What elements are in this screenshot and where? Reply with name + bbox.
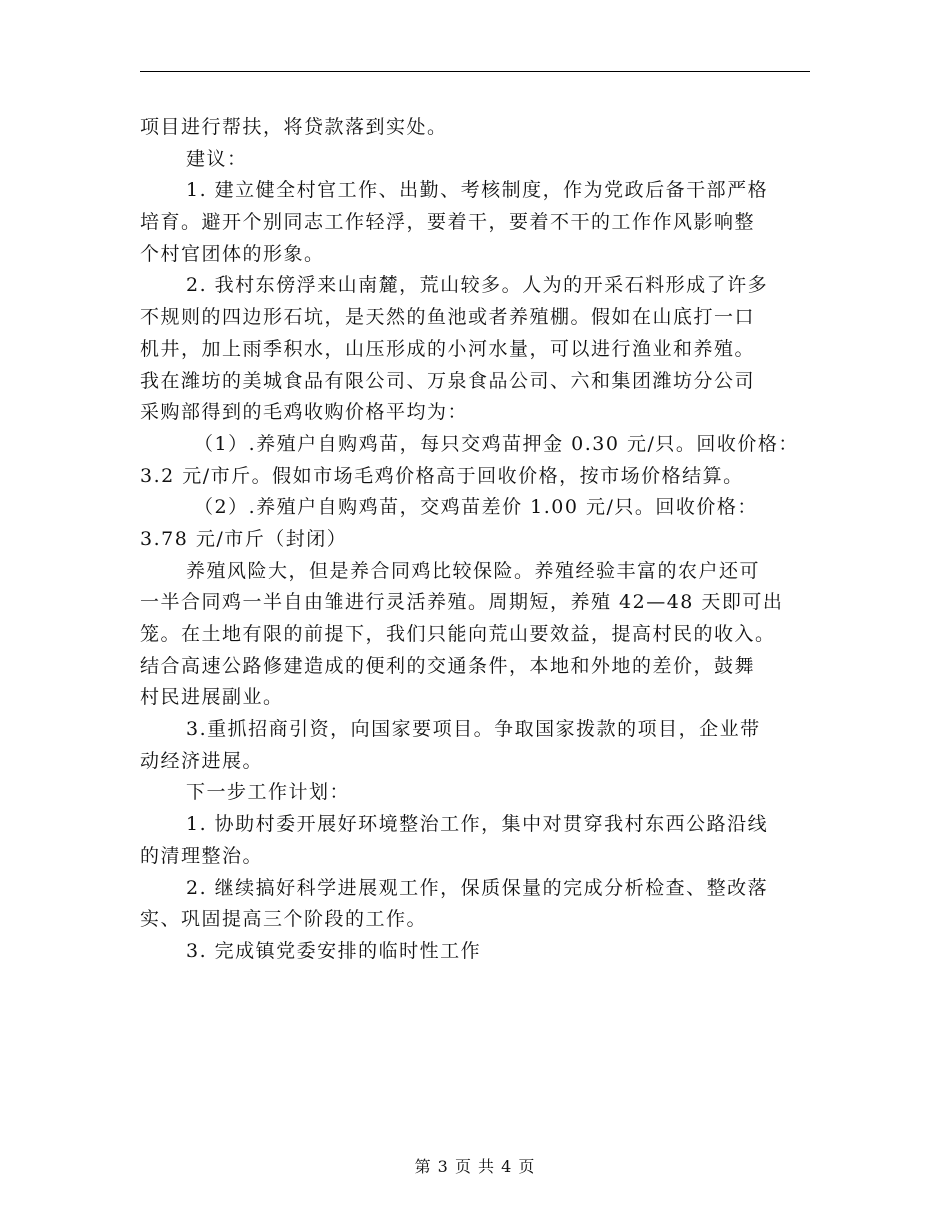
text-line: 采购部得到的毛鸡收购价格平均为： xyxy=(140,401,469,424)
text-line: 2. 我村东傍浮来山南麓，荒山较多。人为的开采石料形成了许多 xyxy=(186,274,769,297)
text-line: 我在潍坊的美城食品有限公司、万泉食品公司、六和集团潍坊分公司 xyxy=(140,369,756,392)
text-line: 村民进展副业。 xyxy=(140,686,284,709)
text-line: 动经济进展。 xyxy=(140,749,264,772)
text-line: 机井，加上雨季积水，山压形成的小河水量，可以进行渔业和养殖。 xyxy=(140,337,756,360)
text-line: 3. 完成镇党委安排的临时性工作 xyxy=(186,939,482,962)
text-line: 3.重抓招商引资，向国家要项目。争取国家拨款的项目，企业带 xyxy=(186,718,761,741)
text-line: 不规则的四边形石坑，是天然的鱼池或者养殖棚。假如在山底打一口 xyxy=(140,306,756,329)
document-body xyxy=(140,112,820,968)
text-line: 实、巩固提高三个阶段的工作。 xyxy=(140,908,428,931)
text-line: 项目进行帮扶，将贷款落到实处。 xyxy=(140,116,448,138)
text-line: 培育。避开个别同志工作轻浮，要着干，要着不干的工作作风影响整 xyxy=(140,211,756,234)
text-line: 笼。在土地有限的前提下，我们只能向荒山要效益，提高村民的收入。 xyxy=(140,623,776,645)
text-line: （2）.养殖户自购鸡苗，交鸡苗差价 1.00 元/只。回收价格： xyxy=(194,496,758,519)
text-line: 3.78 元/市斤（封闭） xyxy=(140,527,348,550)
text-line: 的清理整治。 xyxy=(140,844,264,867)
text-line: （1）.养殖户自购鸡苗，每只交鸡苗押金 0.30 元/只。回收价格： xyxy=(194,432,799,455)
text-line: 个村官团体的形象。 xyxy=(140,242,325,265)
text-line: 一半合同鸡一半自由雏进行灵活养殖。周期短，养殖 42—48 天即可出 xyxy=(140,591,784,614)
text-line: 下一步工作计划： xyxy=(186,781,351,804)
text-line: 1. 协助村委开展好环境整治工作，集中对贯穿我村东西公路沿线 xyxy=(186,813,769,836)
text-line: 结合高速公路修建造成的便利的交通条件，本地和外地的差价，鼓舞 xyxy=(140,654,756,677)
header-rule xyxy=(140,71,810,72)
page-number: 第 3 页 共 4 页 xyxy=(414,1157,536,1176)
text-line: 建议： xyxy=(186,147,248,170)
text-line: 1. 建立健全村官工作、出勤、考核制度，作为党政后备干部严格 xyxy=(186,179,769,202)
text-line: 2. 继续搞好科学进展观工作，保质保量的完成分析检查、整改落 xyxy=(186,876,769,899)
text-line: 3.2 元/市斤。假如市场毛鸡价格高于回收价格，按市场价格结算。 xyxy=(140,464,744,487)
text-line: 养殖风险大，但是养合同鸡比较保险。养殖经验丰富的农户还可 xyxy=(186,559,761,582)
